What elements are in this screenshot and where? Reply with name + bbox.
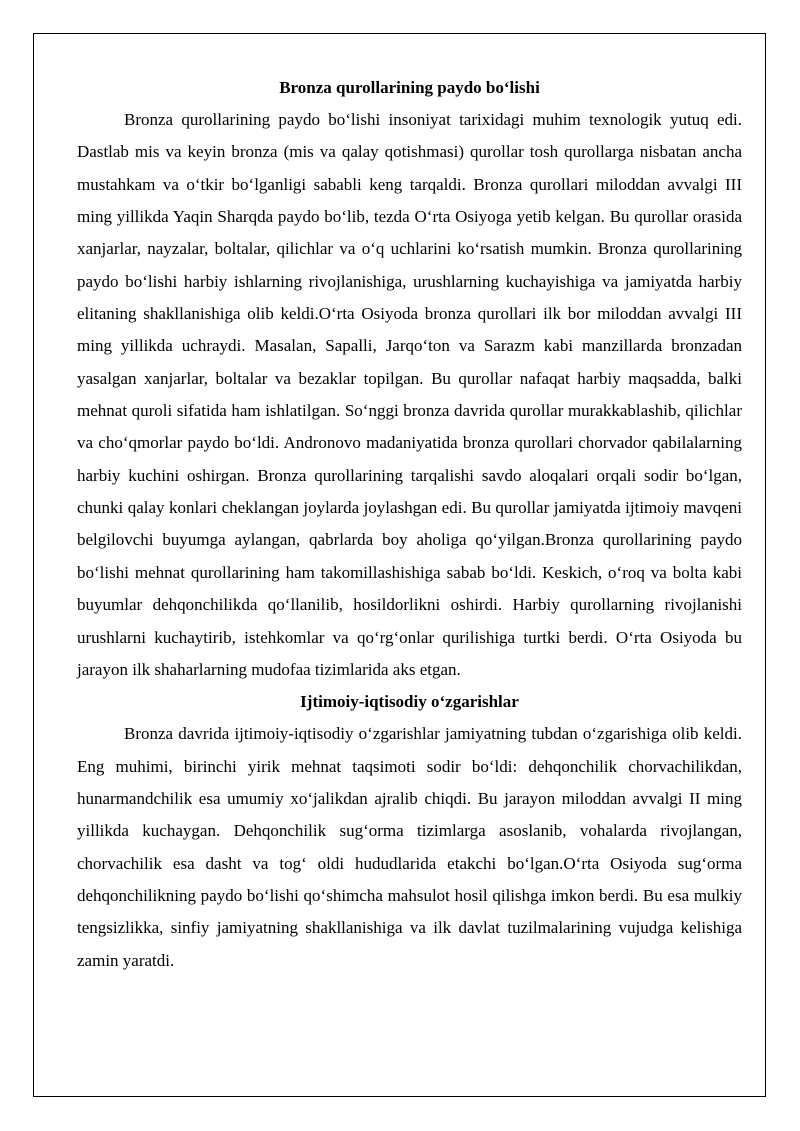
section-paragraph-socio-economic: Bronza davrida ijtimoiy-iqtisodiy o‘zgarishlar jamiyatning tubdan o‘zgarishiga olib keldi. Eng muhimi, birinchi yirik mehnat taqsimoti sodir bo‘ldi: dehqonchilik chorvachilikdan, hunarmandchilik esa umumiy xo‘jalikdan ajralib chiqdi. Bu jarayon miloddan avvalgi II ming yillikda kuchaygan. Dehqonchilik sug‘orma tizimlarga asoslanib, vohalarda rivojlangan, chorvachilik esa dasht va tog‘ oldi hududlarida etakchi bo‘lgan.O‘rta Osiyoda sug‘orma dehqonchilikning paydo bo‘lishi qo‘shimcha mahsulot hosil qilishga imkon berdi. Bu esa mulkiy tengsizlikka, sinfiy jamiyatning shakllanishiga va ilk davlat tuzilmalarining vujudga kelishiga zamin yaratdi. [77, 724, 742, 970]
section-heading-bronze-weapons: Bronza qurollarining paydo bo‘lishi [279, 78, 540, 97]
section-paragraph-bronze-weapons: Bronza qurollarining paydo bo‘lishi insoniyat tarixidagi muhim texnologik yutuq edi. Dastlab mis va keyin bronza (mis va qalay qotishmasi) qurollar tosh qurollarga nisbatan ancha mustahkam va o‘tkir bo‘lganligi sababli keng tarqaldi. Bronza qurollari miloddan avvalgi III ming yillikda Yaqin Sharqda paydo bo‘lib, tezda O‘rta Osiyoga yetib kelgan. Bu qurollar orasida xanjarlar, nayzalar, boltalar, qilichlar va o‘q uchlarini ko‘rsatish mumkin. Bronza qurollarining paydo bo‘lishi harbiy ishlarning rivojlanishiga, urushlarning kuchayishiga va jamiyatda harbiy elitaning shakllanishiga olib keldi.O‘rta Osiyoda bronza qurollari ilk bor miloddan avvalgi III ming yillikda uchraydi. Masalan, Sapalli, Jarqo‘ton va Sarazm kabi manzillarda bronzadan yasalgan xanjarlar, boltalar va bezaklar topilgan. Bu qurollar nafaqat harbiy maqsadda, balki mehnat quroli sifatida ham ishlatilgan. So‘nggi bronza davrida qurollar murakkablashib, qilichlar va cho‘qmorlar paydo bo‘ldi. Andronovo madaniyatida bronza qurollari chorvador qabilalarning harbiy kuchini oshirgan. Bronza qurollarining tarqalishi savdo aloqalari orqali sodir bo‘lgan, chunki qalay konlari cheklangan joylarda joylashgan edi. Bu qurollar jamiyatda ijtimoiy mavqeni belgilovchi buyumga aylangan, qabrlarda boy aholiga qo‘yilgan.Bronza qurollarining paydo bo‘lishi mehnat qurollarining ham takomillashishiga sabab bo‘ldi. Keskich, o‘roq va bolta kabi buyumlar dehqonchilikda qo‘llanilib, hosildorlikni oshirdi. Harbiy qurollarning rivojlanishi urushlarni kuchaytirib, istehkomlar va qo‘rg‘onlar qurilishiga turtki berdi. O‘rta Osiyoda bu jarayon ilk shaharlarning mudofaa tizimlarida aks etgan. [77, 110, 742, 679]
document-body [77, 72, 742, 977]
section-heading-socio-economic: Ijtimoiy-iqtisodiy o‘zgarishlar [300, 692, 519, 712]
